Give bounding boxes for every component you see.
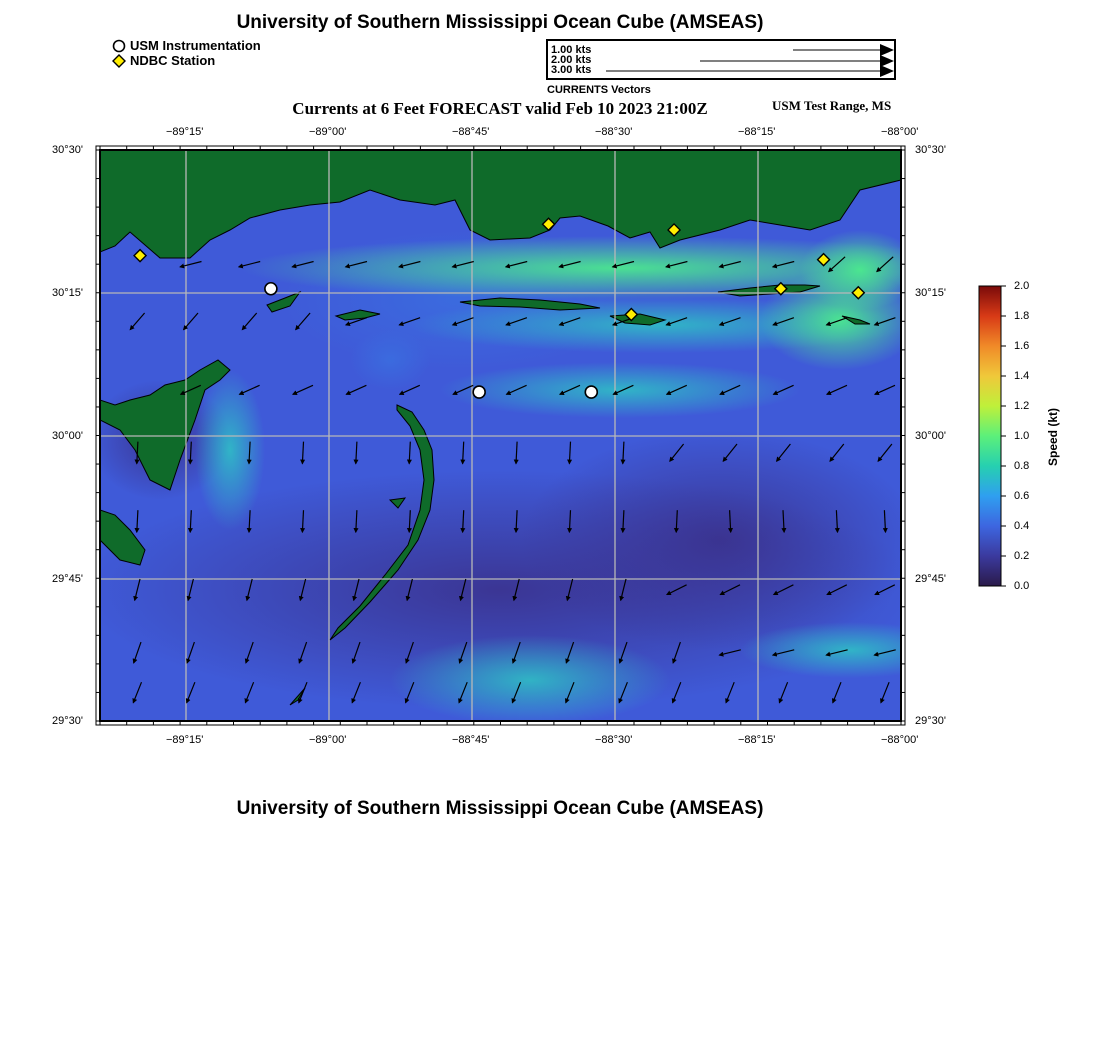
currents-map [60,120,930,750]
lon-tick-top: −88°45' [452,126,490,138]
colorbar-tick: 1.2 [1014,400,1030,412]
lat-tick-right: 30°30' [915,144,946,156]
page-title: University of Southern Mississippi Ocean Cube (AMSEAS) [236,12,764,33]
lon-tick-bottom: −88°45' [452,734,490,746]
vector-scale-box [546,39,896,80]
colorbar-tick: 0.8 [1014,460,1030,472]
white-circle-icon [112,39,126,53]
colorbar-label: Speed (kt) [1046,408,1060,467]
colorbar-tick: 0.2 [1014,550,1030,562]
colorbar-tick: 1.8 [1014,310,1030,322]
lat-tick-left: 29°45' [52,573,83,585]
vector-caption: CURRENTS Vectors [547,84,651,96]
lon-tick-bottom: −88°30' [595,734,633,746]
legend-usm [112,38,261,53]
station-legend [112,38,261,68]
legend-ndbc-label: NDBC Station [130,53,216,68]
lon-tick-bottom: −88°15' [738,734,776,746]
colorbar-tick: 1.6 [1014,340,1030,352]
lon-tick-top: −89°15' [166,126,204,138]
yellow-diamond-icon [112,54,126,68]
region-label: USM Test Range, MS [772,98,892,113]
lat-tick-right: 29°30' [915,715,946,727]
usm-station-marker [473,386,485,398]
lon-tick-top: −88°00' [881,126,919,138]
lon-tick-top: −89°00' [309,126,347,138]
footer-title: University of Southern Mississippi Ocean Cube (AMSEAS) [236,798,764,819]
colorbar-tick: 2.0 [1014,280,1030,292]
lon-tick-bottom: −89°15' [166,734,204,746]
lat-tick-left: 30°30' [52,144,83,156]
usm-station-marker [585,386,597,398]
speed-colorbar [976,282,1006,592]
lon-tick-top: −88°30' [595,126,633,138]
colorbar-tick: 0.4 [1014,520,1030,532]
lat-tick-left: 30°15' [52,287,83,299]
legend-ndbc [112,53,261,68]
lon-tick-bottom: −89°00' [309,734,347,746]
lat-tick-right: 29°45' [915,573,946,585]
vector-scale-1: 1.00 kts [551,44,592,56]
lat-tick-left: 30°00' [52,430,83,442]
lon-tick-top: −88°15' [738,126,776,138]
vector-scale-2: 2.00 kts [551,54,592,66]
lat-tick-left: 29°30' [52,715,83,727]
vector-scale-3: 3.00 kts [551,64,592,76]
lat-tick-right: 30°00' [915,430,946,442]
colorbar-tick: 1.0 [1014,430,1030,442]
colorbar-tick: 0.6 [1014,490,1030,502]
colorbar-tick: 1.4 [1014,370,1030,382]
scale-arrows [548,41,894,78]
legend-usm-label: USM Instrumentation [130,38,261,53]
usm-station-marker [265,283,277,295]
lon-tick-bottom: −88°00' [881,734,919,746]
lat-tick-right: 30°15' [915,287,946,299]
map-subtitle: Currents at 6 Feet FORECAST valid Feb 10 2023 21:00Z [292,99,708,118]
colorbar-tick: 0.0 [1014,580,1030,592]
